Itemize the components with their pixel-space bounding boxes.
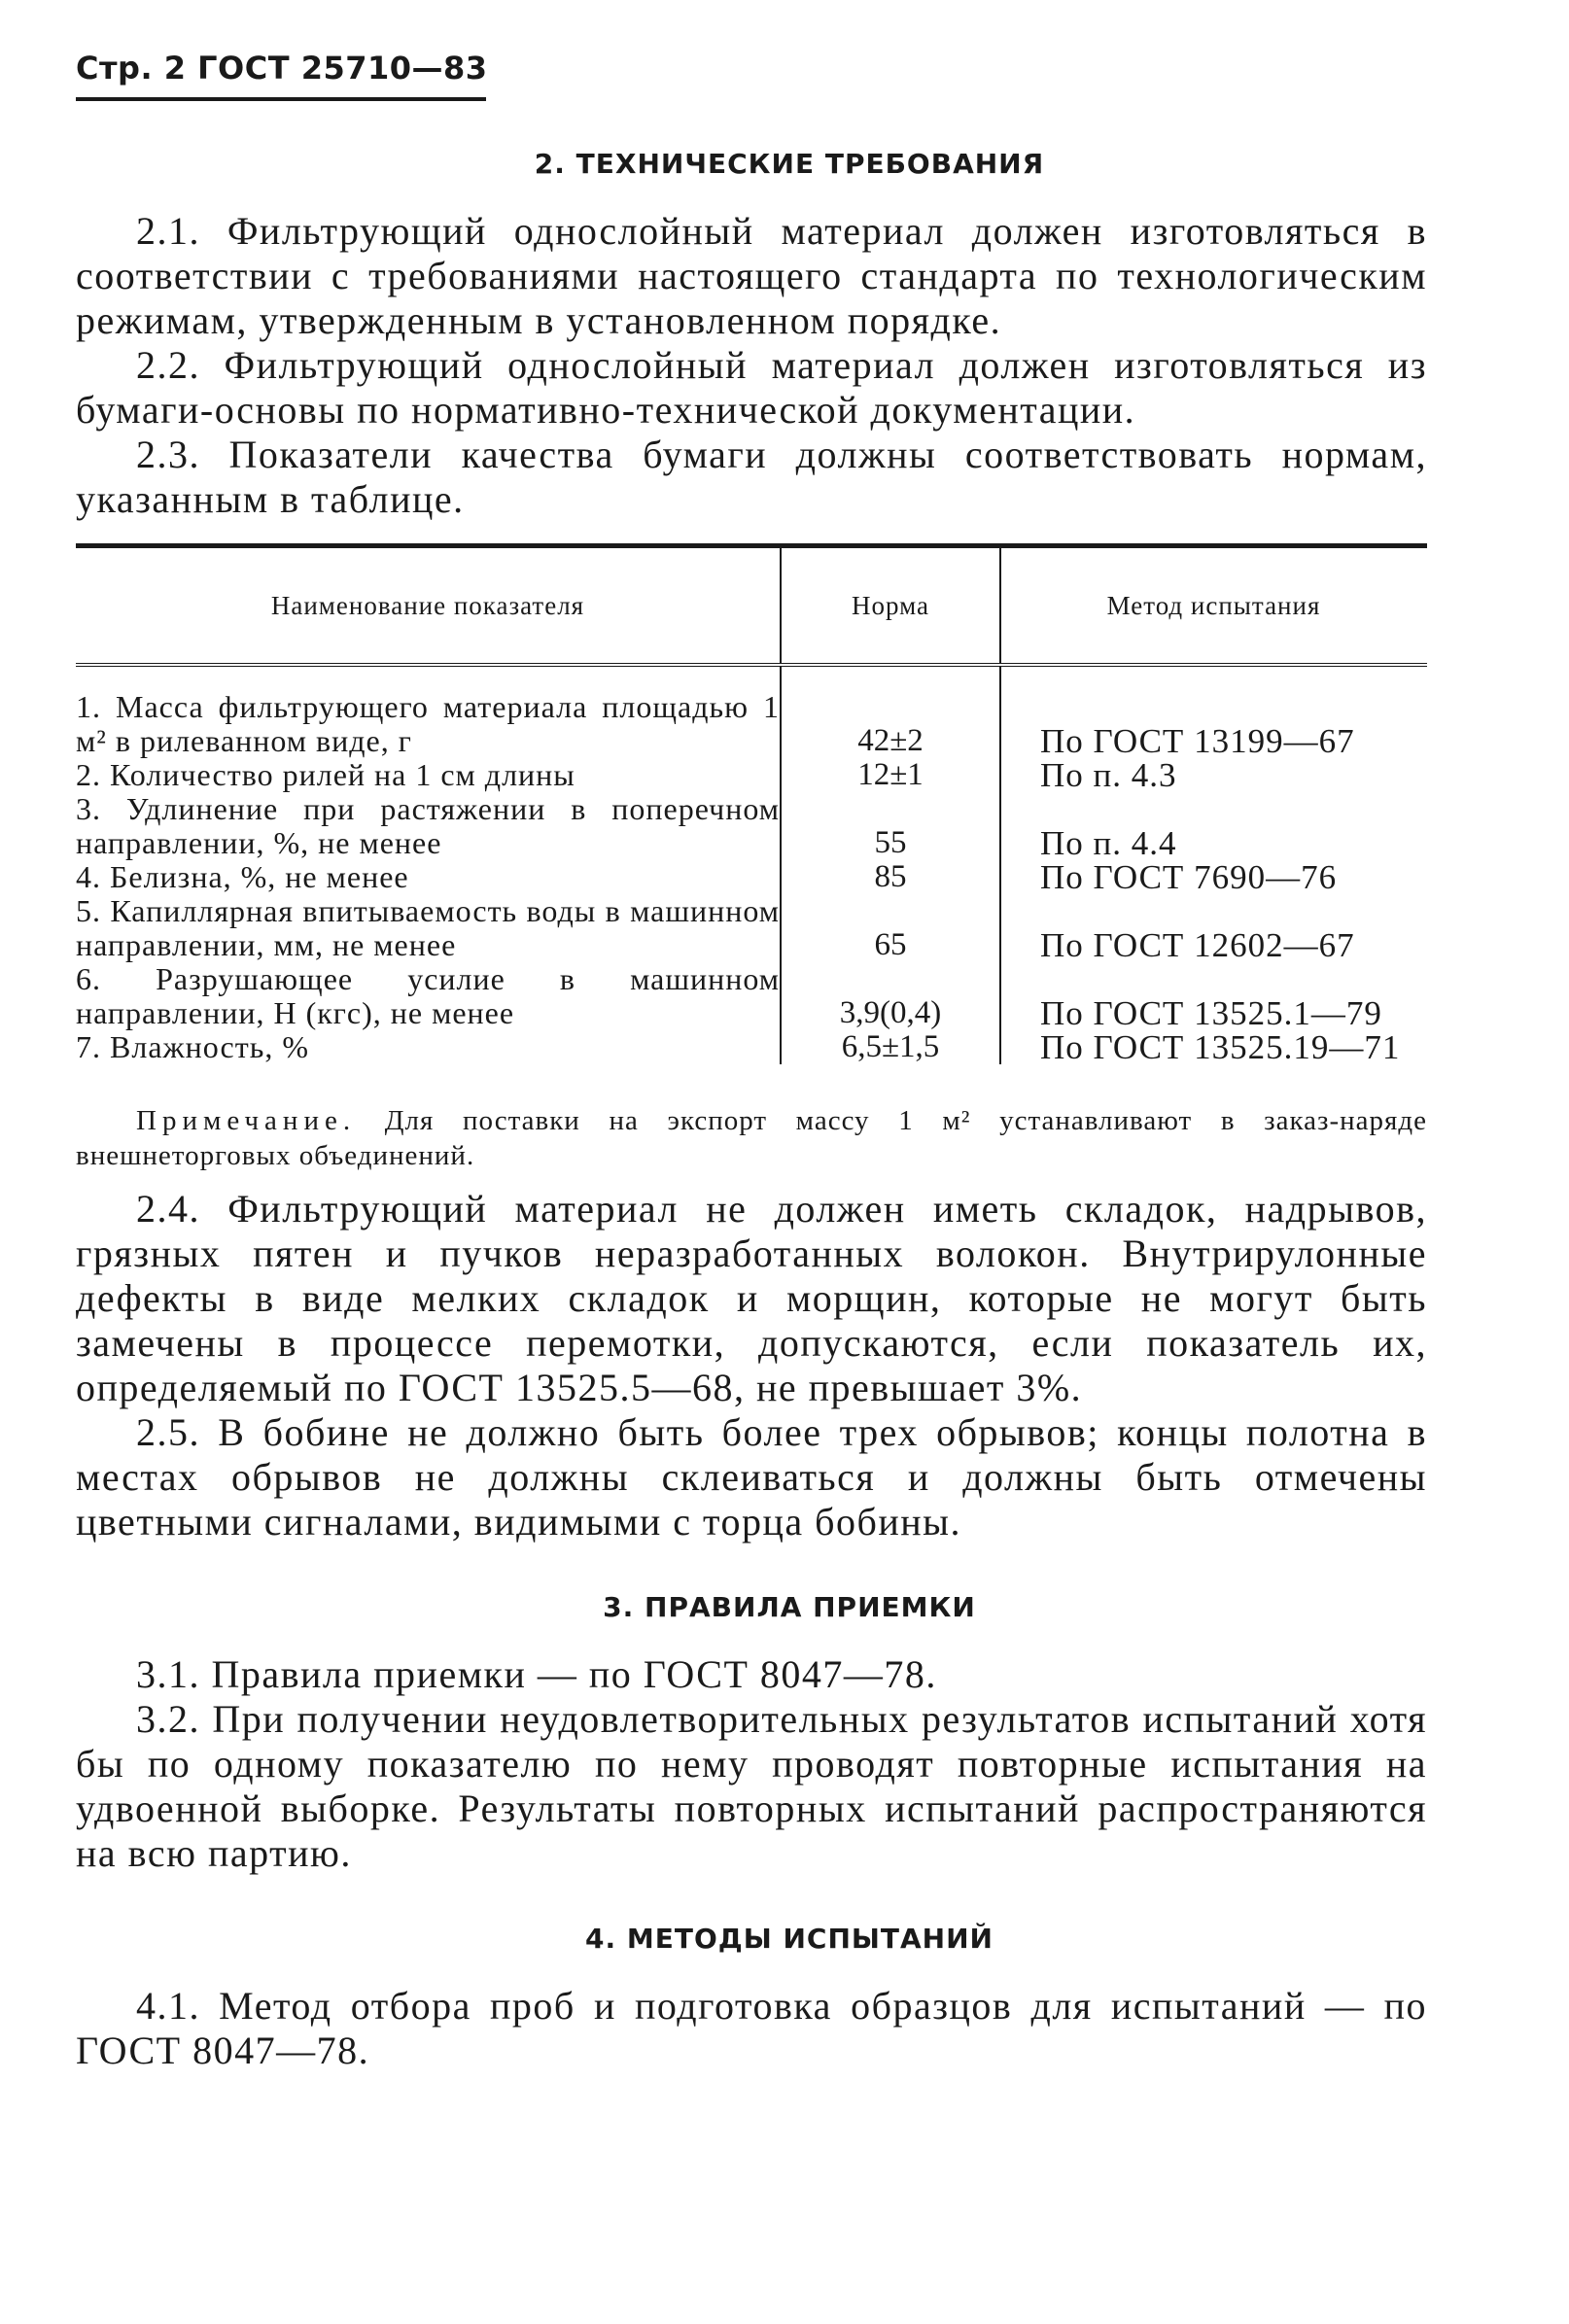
paragraph-3-1: 3.1. Правила приемки — по ГОСТ 8047—78.: [136, 1652, 937, 1696]
header-norm: Норма: [781, 546, 1000, 666]
row-5-norm: 65: [781, 894, 1000, 962]
table-row: [76, 962, 1427, 1030]
quality-table: [76, 543, 1427, 1064]
table-row: [76, 792, 1427, 860]
paragraph-2-1: 2.1. Фильтрующий однослойный материал должен изготовляться в соответствии с требованиями настоящего стандарта по технологическим режимам, утвержденным в установленном порядке.: [76, 209, 1427, 342]
row-3-name: 3. Удлинение при растяжении в поперечном направлении, %, не менее: [76, 791, 780, 860]
table-row: [76, 665, 1427, 758]
page-header-text: Стр. 2 ГОСТ 25710—83: [76, 50, 488, 87]
document-page: [76, 49, 1427, 2073]
section-4-title: 4. МЕТОДЫ ИСПЫТАНИЙ: [585, 1923, 994, 1955]
row-2-method: По п. 4.3: [1040, 756, 1177, 794]
row-3-method: По п. 4.4: [1040, 824, 1177, 862]
row-6-name: 6. Разрушающее усилие в машинном направлении, Н (кгс), не менее: [76, 961, 780, 1030]
header-indicator: Наименование показателя: [76, 546, 781, 666]
row-3-norm: 55: [781, 792, 1000, 860]
row-7-method: По ГОСТ 13525.19—71: [1040, 1028, 1401, 1066]
row-6-norm: 3,9(0,4): [781, 962, 1000, 1030]
table-row: [76, 1030, 1427, 1064]
row-4-method: По ГОСТ 7690—76: [1040, 858, 1338, 896]
paragraph-2-3: 2.3. Показатели качества бумаги должны соответствовать нормам, указанным в таблице.: [76, 433, 1427, 521]
note-label: Примечание.: [136, 1105, 357, 1136]
row-1-name: 1. Масса фильтрующего материала площадью 1 м² в рилеванном виде, г: [76, 689, 780, 758]
row-7-name: 7. Влажность, %: [76, 1029, 309, 1064]
row-5-name: 5. Капиллярная впитываемость воды в машинном направлении, мм, не менее: [76, 893, 780, 962]
paragraph-2-2: 2.2. Фильтрующий однослойный материал должен изготовляться из бумаги-основы по нормативно-технической документации.: [76, 343, 1427, 432]
row-7-norm: 6,5±1,5: [781, 1030, 1000, 1064]
page-header: [76, 49, 1427, 101]
row-2-norm: 12±1: [781, 758, 1000, 792]
row-5-method: По ГОСТ 12602—67: [1040, 926, 1355, 964]
paragraph-2-5: 2.5. В бобине не должно быть более трех обрывов; концы полотна в местах обрывов не должны склеиваться и должны быть отмечены цветными сигналами, видимыми с торца бобины.: [76, 1410, 1427, 1544]
row-1-method: По ГОСТ 13199—67: [1040, 722, 1355, 760]
table-row: [76, 758, 1427, 792]
header-method: Метод испытания: [1000, 546, 1427, 666]
paragraph-2-4: 2.4. Фильтрующий материал не должен иметь складок, надрывов, грязных пятен и пучков неразработанных волокон. Внутрирулонные дефекты в виде мелких складок и морщин, которые не могут быть замечены в процессе перемотки, допускаются, если показатель их, определяемый по ГОСТ 13525.5—68, не превышает 3%.: [76, 1187, 1427, 1409]
section-3-title: 3. ПРАВИЛА ПРИЕМКИ: [603, 1591, 976, 1623]
row-4-norm: 85: [781, 860, 1000, 894]
row-4-name: 4. Белизна, %, не менее: [76, 859, 409, 894]
row-2-name: 2. Количество рилей на 1 см длины: [76, 757, 575, 792]
table-row: [76, 860, 1427, 894]
row-1-norm: 42±2: [781, 665, 1000, 758]
section-2-title: 2. ТЕХНИЧЕСКИЕ ТРЕБОВАНИЯ: [534, 148, 1045, 180]
row-6-method: По ГОСТ 13525.1—79: [1040, 994, 1382, 1032]
paragraph-4-1: 4.1. Метод отбора проб и подготовка образцов для испытаний — по ГОСТ 8047—78.: [76, 1984, 1427, 2072]
table-note: [76, 1103, 1427, 1173]
table-row: [76, 894, 1427, 962]
table-header-row: [76, 546, 1427, 666]
paragraph-3-2: 3.2. При получении неудовлетворительных результатов испытаний хотя бы по одному показателю по нему проводят повторные испытания на удвоенной выборке. Результаты повторных испытаний распространяются на всю партию.: [76, 1697, 1427, 1875]
note-text: Для поставки на экспорт массу 1 м² устанавливают в заказ-наряде внешнеторговых объединений.: [76, 1105, 1427, 1171]
